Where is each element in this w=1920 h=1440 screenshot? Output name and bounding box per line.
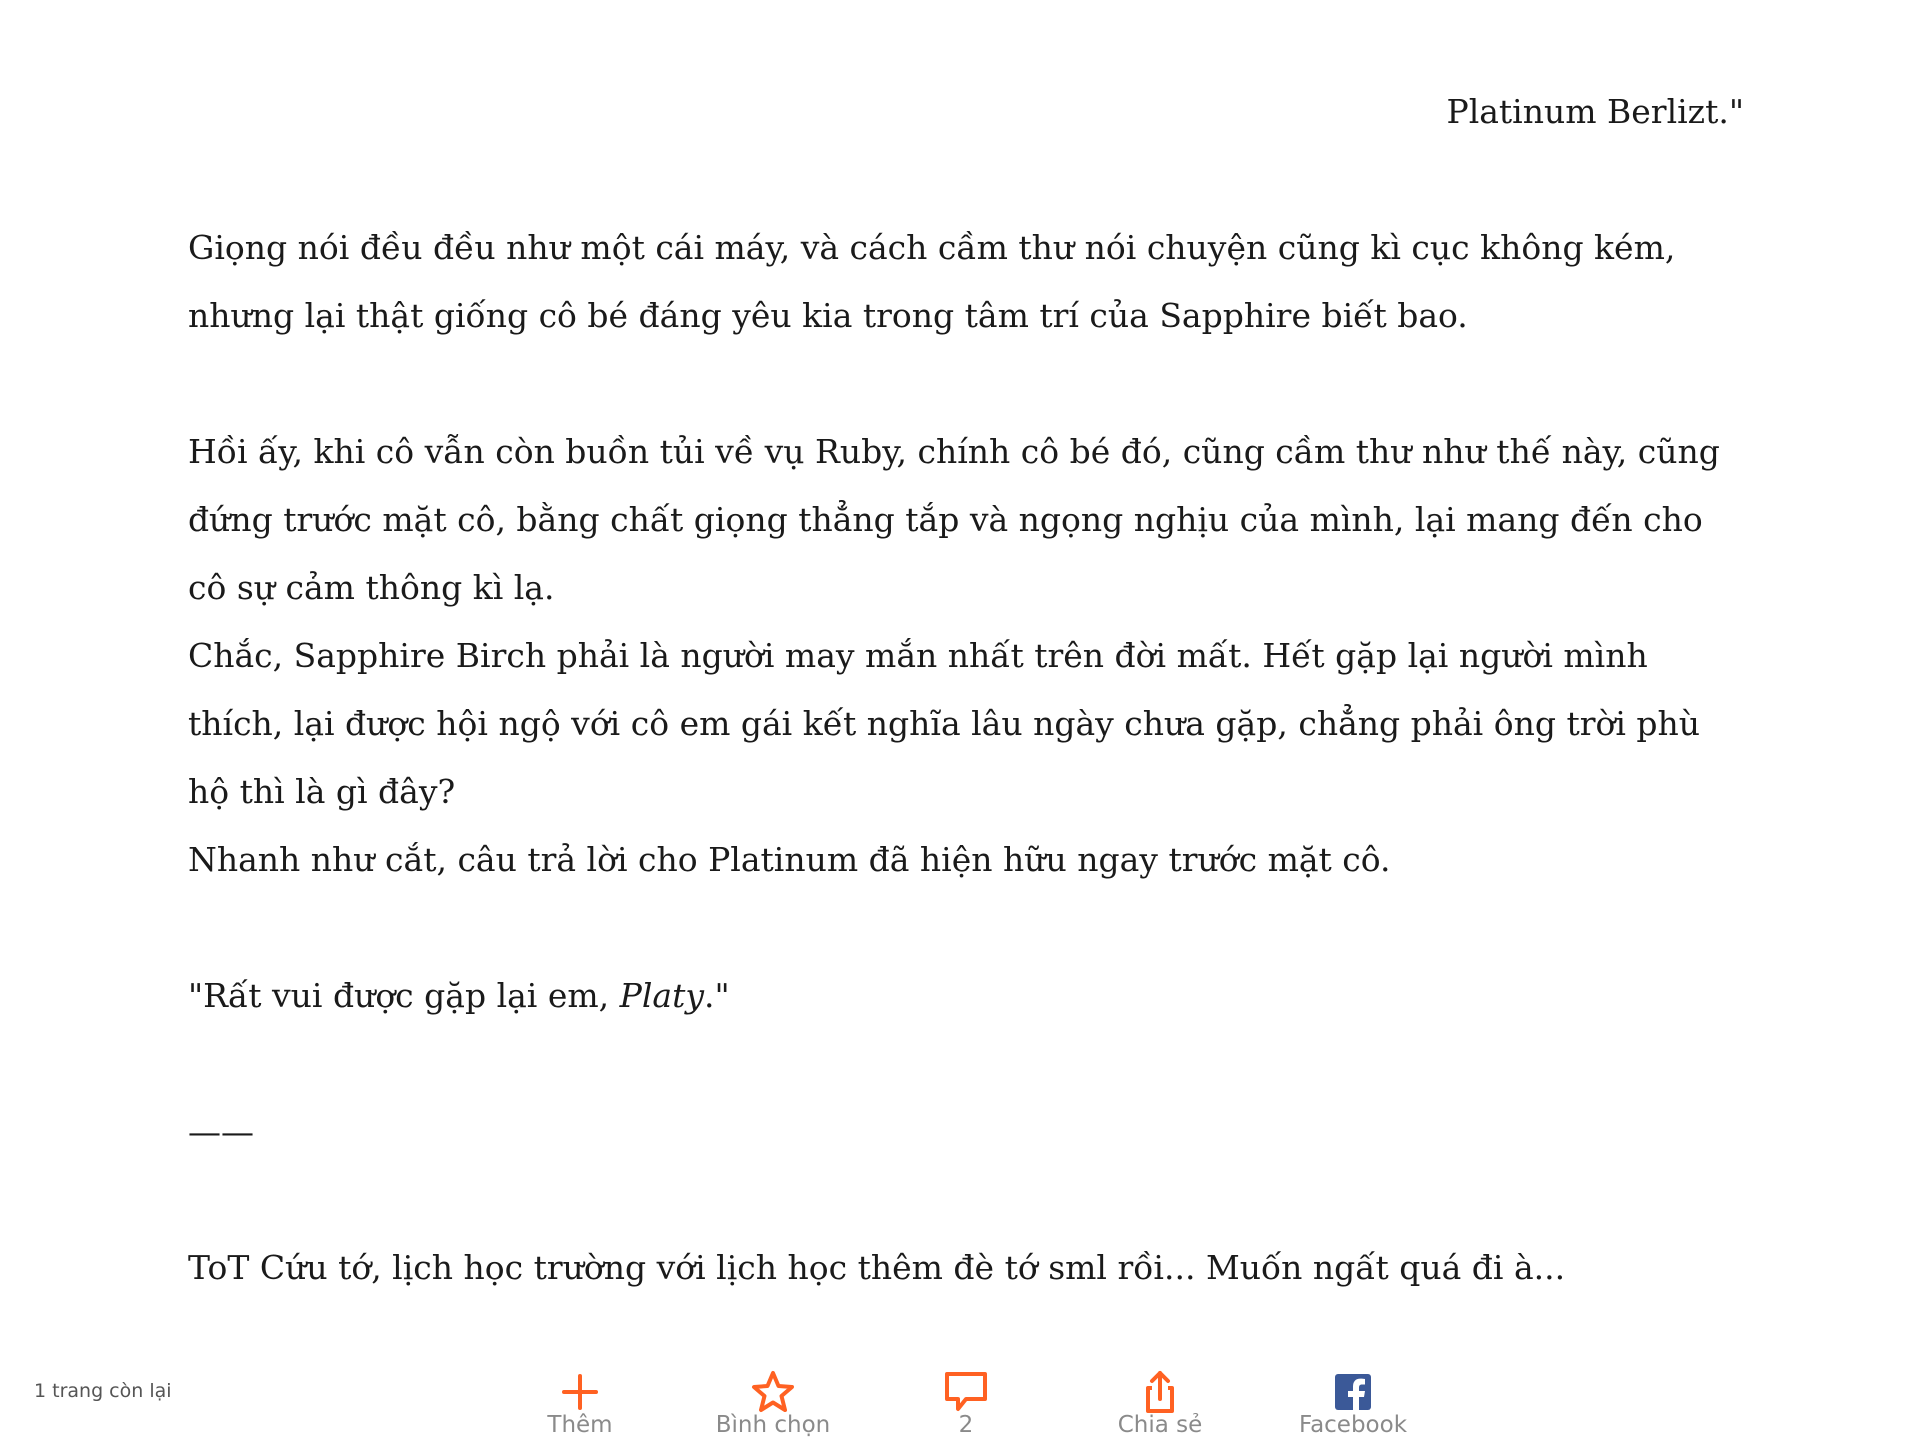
story-paragraph: Giọng nói đều đều như một cái máy, và cách cầm thư nói chuyện cũng kì cục không kém, nhưng lại thật giống cô bé đáng yêu kia trong tâm trí của Sapphire biết bao. [188,228,1676,335]
comments-button[interactable] [886,1368,1046,1440]
add-button-label: Thêm [547,1412,613,1438]
author-note: ToT Cứu tớ, lịch học trường với lịch học thêm đè tớ sml rồi... Muốn ngất quá đi à... [188,1248,1566,1287]
story-paragraph-quote [188,962,1744,1030]
add-button[interactable] [500,1368,660,1440]
star-icon [749,1368,797,1416]
facebook-button-label: Facebook [1298,1412,1408,1438]
story-paragraph: Platinum Berlizt." [1446,92,1744,131]
story-paragraph: Hồi ấy, khi cô vẫn còn buồn tủi về vụ Ruby, chính cô bé đó, cũng cầm thư như thế này, cũng đứng trước mặt cô, bằng chất giọng thẳng tắp và ngọng nghịu của mình, lại mang đến cho cô sự cảm thông kì lạ. [188,432,1720,607]
share-icon [1136,1368,1184,1416]
plus-icon [556,1368,604,1416]
quote-italic-name: Platy [619,976,704,1015]
story-paragraph: Chắc, Sapphire Birch phải là người may mắn nhất trên đời mất. Hết gặp lại người mình thích, lại được hội ngộ với cô em gái kết nghĩa lâu ngày chưa gặp, chẳng phải ông trời phù hộ thì là gì đây? [188,636,1701,811]
pages-remaining: 1 trang còn lại [34,1380,172,1402]
share-button-label: Chia sẻ [1117,1412,1203,1438]
facebook-icon [1329,1368,1377,1416]
facebook-share-button[interactable] [1273,1368,1433,1440]
reader-toolbar [0,1360,1920,1440]
story-paragraph: Nhanh như cắt, câu trả lời cho Platinum đã hiện hữu ngay trước mặt cô. [188,840,1391,879]
quote-text: "Rất vui được gặp lại em, [188,976,620,1015]
comment-icon [942,1368,990,1416]
section-divider: —— [188,1112,254,1151]
vote-button[interactable] [693,1368,853,1440]
quote-text-end: ." [704,976,730,1015]
vote-button-label: Bình chọn [715,1412,831,1438]
comments-count: 2 [958,1412,974,1438]
share-button[interactable] [1080,1368,1240,1440]
